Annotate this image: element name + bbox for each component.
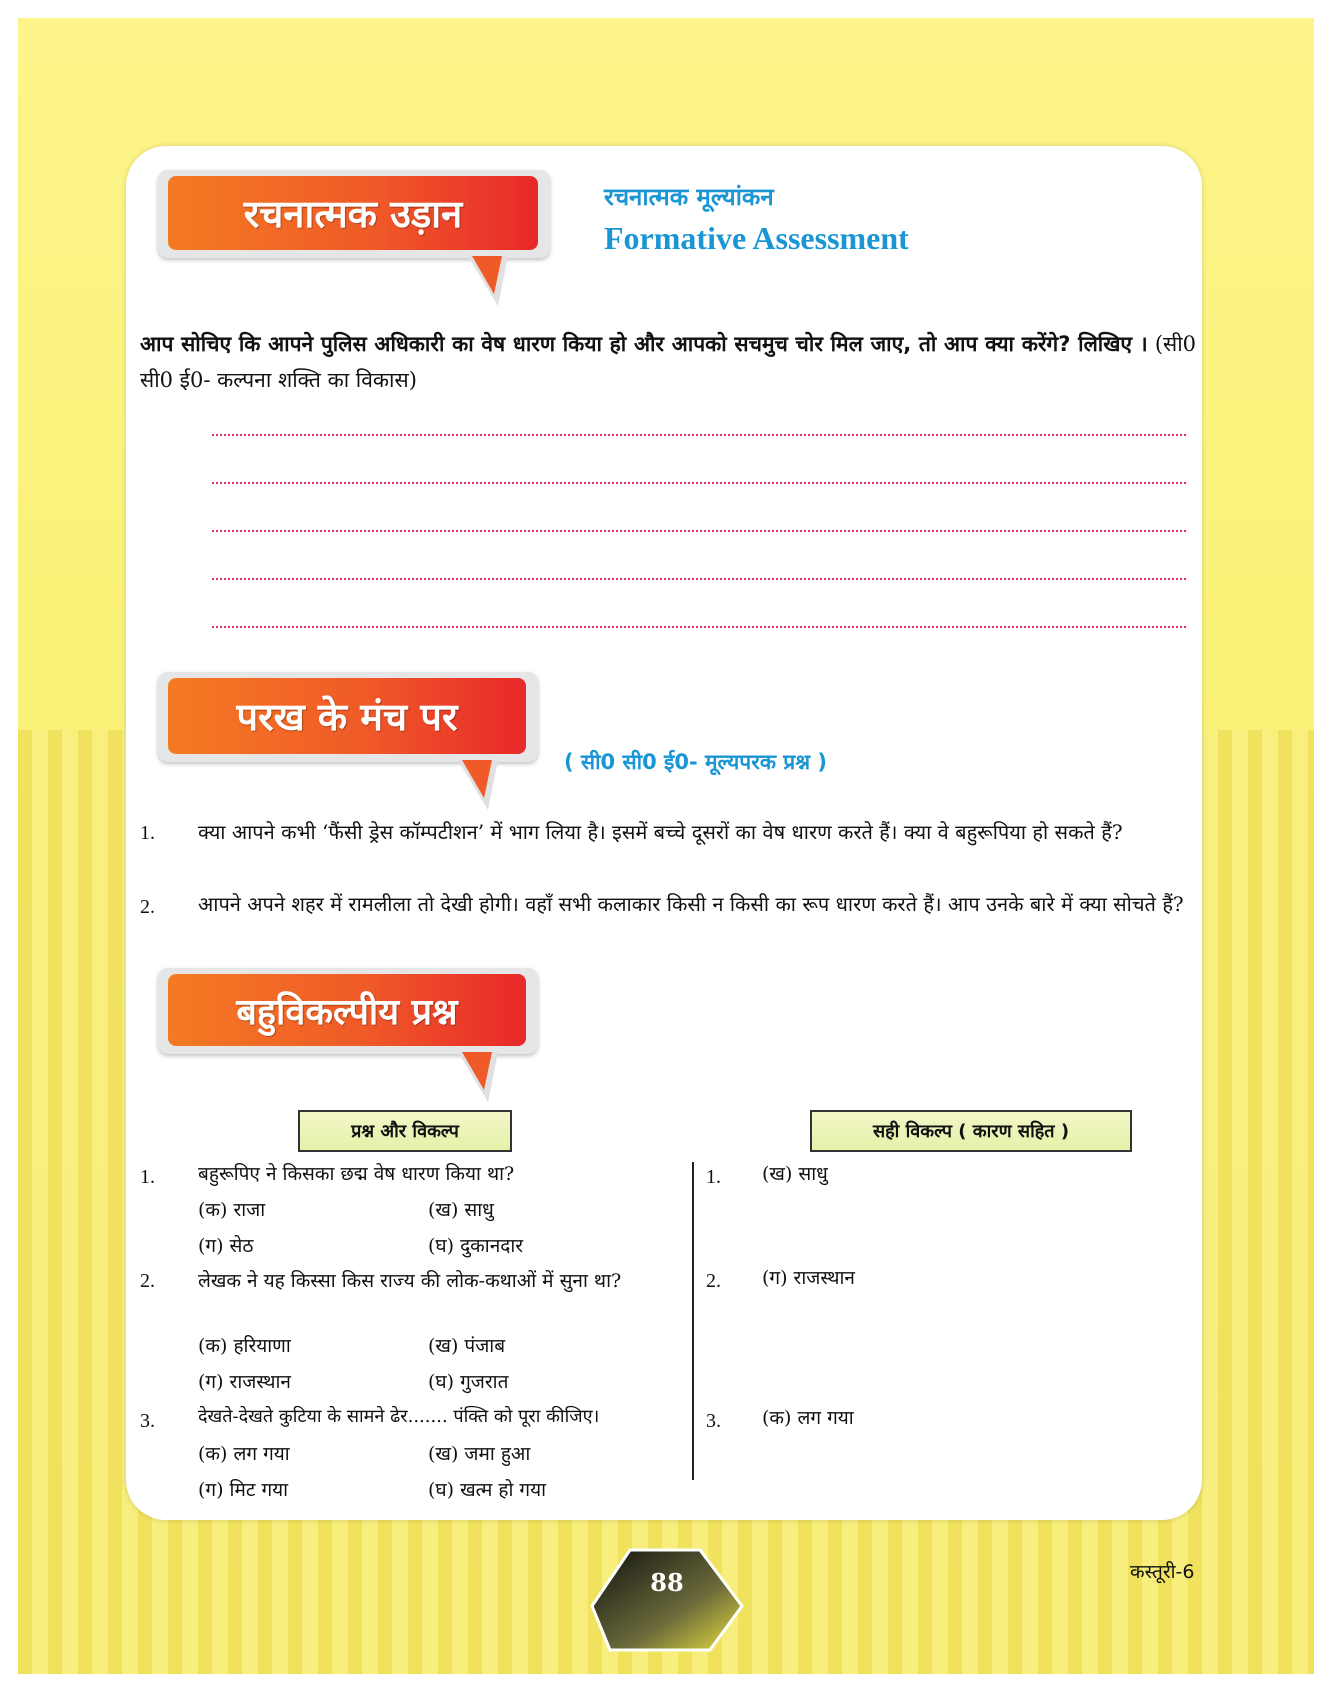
- mcq-option: (ग) राजस्थान: [198, 1371, 291, 1393]
- mcq-option: (घ) खत्म हो गया: [428, 1479, 547, 1501]
- mcq-option: (क) हरियाणा: [198, 1335, 291, 1357]
- banner-title: परख के मंच पर: [168, 678, 526, 754]
- section2-note: ( सी0 सी0 ई0- मूल्यपरक प्रश्न ): [564, 750, 827, 774]
- mcq-option: (ख) जमा हुआ: [428, 1443, 531, 1465]
- question-number: 2.: [140, 896, 155, 918]
- banner-title: बहुविकल्पीय प्रश्न: [168, 974, 526, 1046]
- answer-line[interactable]: [212, 482, 1186, 484]
- mcq-option: (ख) पंजाब: [428, 1335, 506, 1357]
- answer-number: 1.: [706, 1166, 721, 1188]
- mcq-option: (क) राजा: [198, 1199, 266, 1221]
- answer-number: 3.: [706, 1410, 721, 1432]
- column-divider: [692, 1162, 694, 1480]
- answer-text: (क) लग गया: [762, 1407, 854, 1429]
- mcq-option: (क) लग गया: [198, 1443, 290, 1465]
- mcq-question: देखते-देखते कुटिया के सामने ढेर....... पंक्ति को पूरा कीजिए।: [198, 1406, 600, 1427]
- answer-line[interactable]: [212, 434, 1186, 436]
- banner-tail-icon: [458, 760, 518, 820]
- book-footer: कस्तूरी-6: [1130, 1561, 1195, 1583]
- question-note: (सी0 सी0 ई0- कल्पना शक्ति का विकास): [140, 332, 1197, 392]
- value-question: क्या आपने कभी ‘फैंसी ड्रेस कॉम्पटीशन’ में भाग लिया है। इसमें बच्चे दूसरों का वेष धारण करते हैं। क्या वे बहुरूपिया हो सकते हैं?: [198, 820, 1123, 844]
- mcq-question: लेखक ने यह किस्सा किस राज्य की लोक-कथाओं में सुना था?: [198, 1270, 622, 1292]
- banner-tail-icon: [468, 256, 528, 316]
- answer-line[interactable]: [212, 626, 1186, 628]
- mcq-number: 3.: [140, 1410, 155, 1432]
- creative-question: [140, 326, 1196, 398]
- answer-number: 2.: [706, 1270, 721, 1292]
- subtitle-hindi: रचनात्मक मूल्यांकन: [604, 183, 774, 211]
- banner-title: रचनात्मक उड़ान: [168, 176, 538, 250]
- value-question: आपने अपने शहर में रामलीला तो देखी होगी। वहाँ सभी कलाकार किसी न किसी का रूप धारण करते हैं। आप उनके बारे में क्या सोचते हैं?: [198, 892, 1184, 916]
- page-number: 88: [650, 1568, 684, 1597]
- answers-header: सही विकल्प ( कारण सहित ): [810, 1110, 1132, 1152]
- answer-text: (ख) साधु: [762, 1163, 828, 1185]
- mcq-number: 2.: [140, 1270, 155, 1292]
- answer-line[interactable]: [212, 578, 1186, 580]
- questions-header: प्रश्न और विकल्प: [298, 1110, 512, 1152]
- mcq-option: (घ) गुजरात: [428, 1371, 509, 1393]
- mcq-number: 1.: [140, 1166, 155, 1188]
- mcq-option: (ग) मिट गया: [198, 1479, 289, 1501]
- page-badge-shape: [590, 1548, 744, 1652]
- mcq-option: (घ) दुकानदार: [428, 1235, 524, 1257]
- banner-tail-icon: [458, 1052, 518, 1112]
- mcq-option: (ख) साधु: [428, 1199, 494, 1221]
- answer-line[interactable]: [212, 530, 1186, 532]
- answer-text: (ग) राजस्थान: [762, 1267, 855, 1289]
- page-number-badge: [590, 1548, 744, 1652]
- question-text: आप सोचिए कि आपने पुलिस अधिकारी का वेष धारण किया हो और आपको सचमुच चोर मिल जाए, तो आप क्या करेंगे? लिखिए ।: [140, 332, 1148, 356]
- mcq-option: (ग) सेठ: [198, 1235, 254, 1257]
- question-number: 1.: [140, 822, 155, 844]
- subtitle-english: Formative Assessment: [604, 220, 909, 256]
- mcq-question: बहुरूपिए ने किसका छद्म वेष धारण किया था?: [198, 1163, 515, 1185]
